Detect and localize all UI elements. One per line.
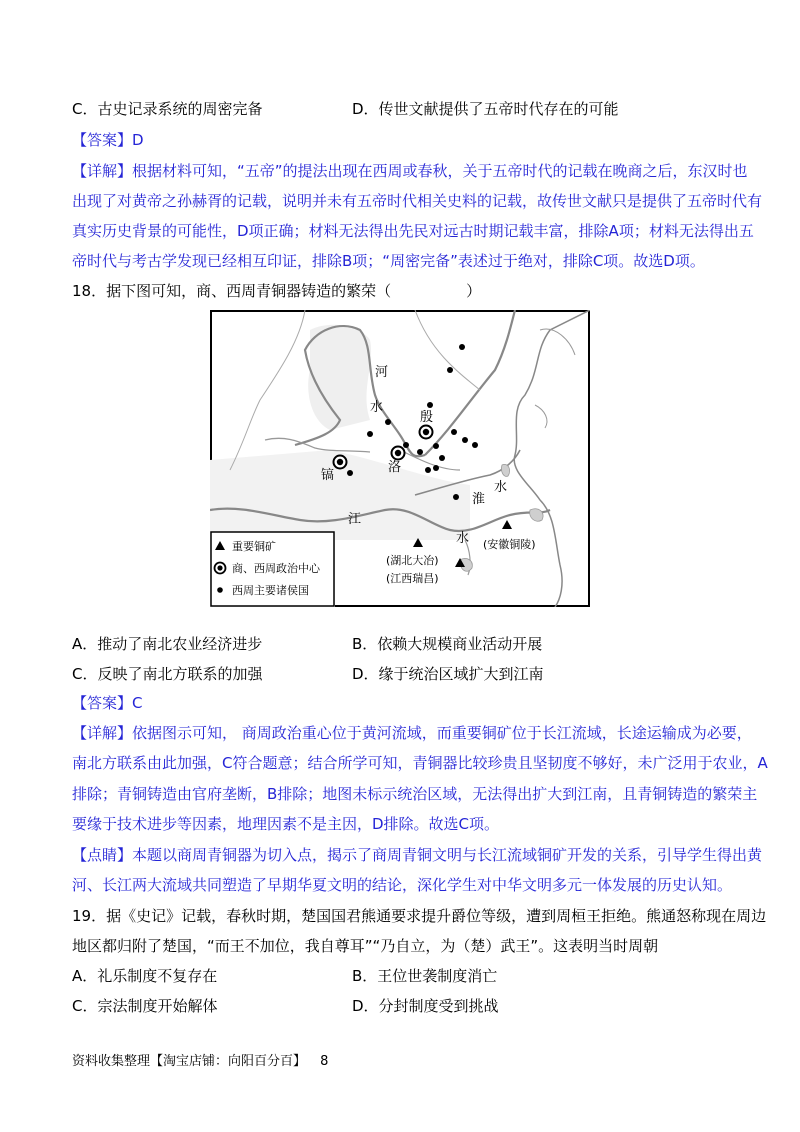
label-anhui-tongling: (安徽铜陵) xyxy=(483,538,536,551)
page-footer xyxy=(72,1050,328,1069)
label-hubei-daye: (湖北大冶) xyxy=(386,554,439,567)
q18-detail-line-1: 【详解】依据图示可知， 商周政治重心位于黄河流域，而重要铜矿位于长江流域，长途运输成为必要， xyxy=(72,724,752,742)
label-yin: 殷 xyxy=(420,410,434,425)
label-he: 河 xyxy=(375,365,389,380)
q17-detail-line-4: 帝时代与考古学发现已经相互印证，排除B项；“周密完备”表述过于绝对，排除C项。故选D项。 xyxy=(72,252,705,270)
q18-option-a: A．推动了南北农业经济进步 xyxy=(72,635,263,653)
footer-source: 资料收集整理【淘宝店铺：向阳百分百】 xyxy=(72,1054,307,1069)
legend-political-center-icon xyxy=(215,563,226,574)
q17-detail-line-3: 真实历史背景的可能性，D项正确；材料无法得出先民对远古时期记载丰富，排除A项；材料无法得出五 xyxy=(72,222,754,240)
q18-detail-line-3: 排除；青铜铸造由官府垄断，B排除；地图未标示统治区域，无法得出扩大到江南，且青铜铸造的繁荣主 xyxy=(72,785,758,803)
label-jiang: 江 xyxy=(348,512,362,527)
legend-vassal-state-label: 西周主要诸侯国 xyxy=(232,584,309,597)
political-center-yin xyxy=(420,426,433,439)
q19-option-c: C．宗法制度开始解体 xyxy=(72,997,218,1015)
vassal-state-dot xyxy=(451,429,457,435)
q19-stem-line-1: 19．据《史记》记载，春秋时期，楚国国君熊通要求提升爵位等级，遭到周桓王拒绝。熊通怒称现在周边 xyxy=(72,907,767,925)
q19-stem-line-2: 地区都归附了楚国，“而王不加位，我自尊耳”“乃自立，为（楚）武王”。这表明当时周朝 xyxy=(72,937,659,955)
q18-option-c: C．反映了南北方联系的加强 xyxy=(72,665,263,683)
q18-detail-line-2: 南北方联系由此加强，C符合题意；结合所学可知，青铜器比较珍贵且坚韧度不够好，未广泛用于农业，A xyxy=(72,754,768,772)
q17-answer: 【答案】D xyxy=(72,131,144,149)
vassal-state-dot xyxy=(447,367,453,373)
vassal-state-dot xyxy=(347,470,353,476)
vassal-state-dot xyxy=(462,437,468,443)
legend-copper-mine-label: 重要铜矿 xyxy=(232,540,276,553)
q18-detail-line-4: 要缘于技术进步等因素，地理因素不是主因，D排除。故选C项。 xyxy=(72,815,500,833)
q18-option-d: D．缘于统治区域扩大到江南 xyxy=(352,665,544,683)
vassal-state-dot xyxy=(433,465,439,471)
label-jiangxi-ruichang: (江西瑞昌) xyxy=(386,572,439,585)
q18-stem: 18．据下图可知，商、西周青铜器铸造的繁荣（ ） xyxy=(72,282,482,300)
map-legend xyxy=(211,532,334,606)
vassal-state-dot xyxy=(453,494,459,500)
q18-answer: 【答案】C xyxy=(72,694,143,712)
label-he-shui: 水 xyxy=(370,400,384,415)
vassal-state-dot xyxy=(459,344,465,350)
vassal-state-dot xyxy=(367,431,373,437)
vassal-state-dot xyxy=(385,419,391,425)
q18-option-b: B．依赖大规模商业活动开展 xyxy=(352,635,543,653)
vassal-state-dot xyxy=(439,455,445,461)
bronze-map xyxy=(210,310,590,607)
legend-political-center-label: 商、西周政治中心 xyxy=(232,562,320,575)
q19-option-d: D．分封制度受到挑战 xyxy=(352,997,499,1015)
q19-option-b: B．王位世袭制度消亡 xyxy=(352,967,498,985)
vassal-state-dot xyxy=(403,442,409,448)
label-huai: 淮 xyxy=(472,492,486,507)
q18-comment-line-1: 【点睛】本题以商周青铜器为切入点，揭示了商周青铜文明与长江流域铜矿开发的关系，引导学生得出黄 xyxy=(72,846,763,864)
legend-vassal-state-icon xyxy=(217,587,223,593)
label-huai-shui: 水 xyxy=(494,480,508,495)
page-number: 8 xyxy=(320,1054,329,1069)
q18-comment-line-2: 河、长江两大流域共同塑造了早期华夏文明的结论，深化学生对中华文明多元一体发展的历史认知。 xyxy=(72,876,733,894)
q17-detail-line-1: 【详解】根据材料可知，“五帝”的提法出现在西周或春秋，关于五帝时代的记载在晚商之后，东汉时也 xyxy=(72,162,748,180)
vassal-state-dot xyxy=(425,467,431,473)
q17-option-c: C．古史记录系统的周密完备 xyxy=(72,100,263,118)
political-center-luo xyxy=(392,447,405,460)
vassal-state-dot xyxy=(472,442,478,448)
political-center-hao xyxy=(334,456,347,469)
vassal-state-dot xyxy=(417,449,423,455)
q17-option-d: D．传世文献提供了五帝时代存在的可能 xyxy=(352,100,619,118)
vassal-state-dot xyxy=(433,443,439,449)
label-jiang-shui: 水 xyxy=(456,531,470,546)
q17-detail-line-2: 出现了对黄帝之孙赫胥的记载，说明并未有五帝时代相关史料的记载，故传世文献只是提供了五帝时代有 xyxy=(72,192,763,210)
label-luo: 洛 xyxy=(388,460,402,475)
q19-option-a: A．礼乐制度不复存在 xyxy=(72,967,218,985)
vassal-state-dot xyxy=(427,402,433,408)
label-hao: 镐 xyxy=(321,468,335,483)
